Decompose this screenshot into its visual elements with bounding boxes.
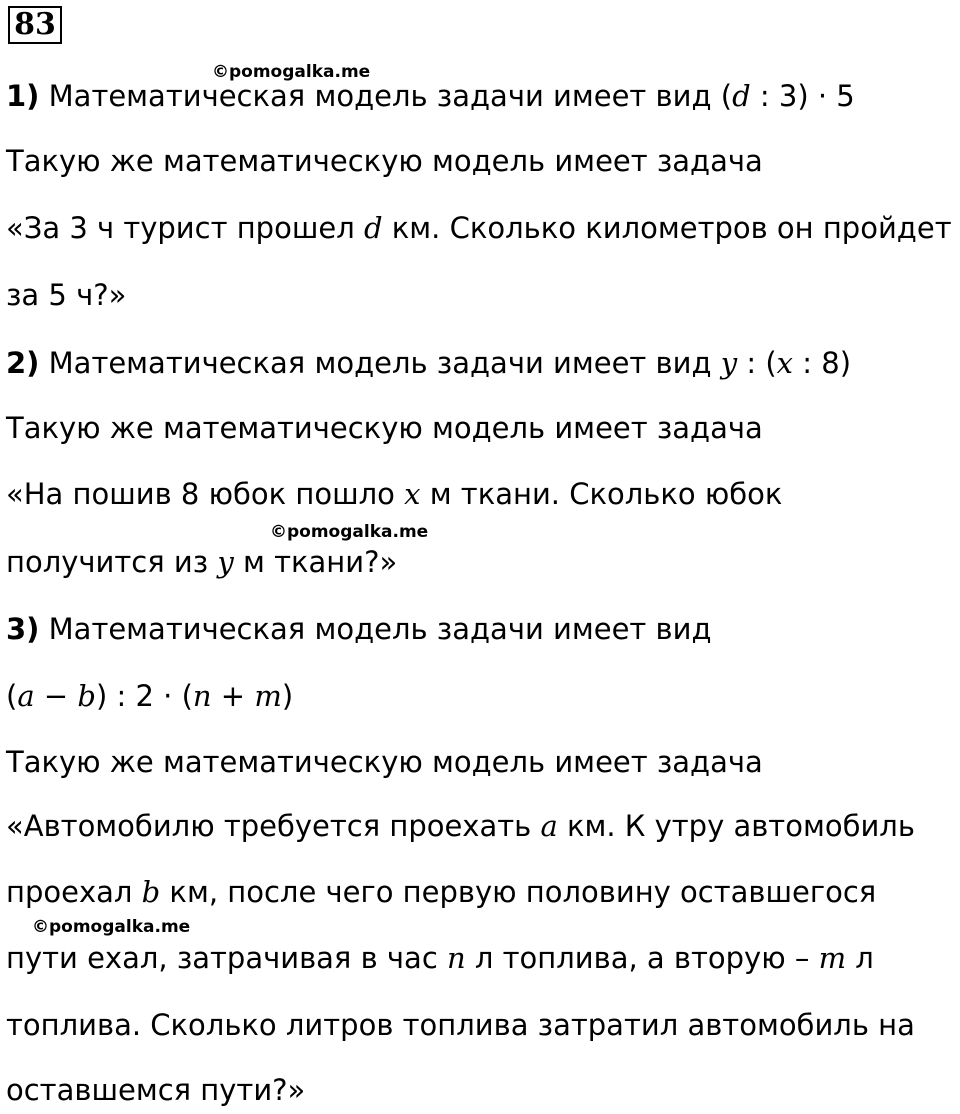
watermark: ©pomogalka.me bbox=[212, 62, 371, 82]
part-3-task-var-n: n bbox=[446, 941, 466, 975]
part-3-task-line-3: пути ехал, затрачивая в час n л топлива, а вторую – m л bbox=[6, 941, 874, 975]
part-1-expr-rest: : 3) · 5 bbox=[750, 79, 855, 113]
part-2-task-line-2: получится из y м ткани?» bbox=[6, 545, 398, 579]
part-2-var-y: y bbox=[720, 346, 738, 380]
part-2-label: 2) bbox=[6, 346, 40, 380]
part-1-task-line-1: «За 3 ч турист прошел d км. Сколько километров он пройдет bbox=[6, 211, 952, 245]
part-3-task-var-b: b bbox=[141, 875, 161, 909]
part-3-label: 3) bbox=[6, 612, 40, 646]
part-2-var-x: x bbox=[776, 346, 794, 380]
part-1-model-text: Математическая модель задачи имеет вид bbox=[48, 79, 712, 113]
part-3-task-line-2: проехал b км, после чего первую половину оставшегося bbox=[6, 875, 877, 909]
part-2-intro: Такую же математическую модель имеет задача bbox=[6, 411, 763, 445]
part-3-task-line-4: топлива. Сколько литров топлива затратил автомобиль на bbox=[6, 1008, 915, 1042]
part-3-expression: (a − b) : 2 · (n + m) bbox=[6, 679, 294, 713]
part-3-task-var-a: a bbox=[540, 809, 558, 843]
part-1-model-line: 1) Математическая модель задачи имеет вид (d : 3) · 5 bbox=[6, 79, 855, 113]
part-3-task-var-m: m bbox=[818, 941, 847, 975]
part-1-label: 1) bbox=[6, 79, 40, 113]
part-1-task-line-2: за 5 ч?» bbox=[6, 278, 127, 312]
part-2-model-text: Математическая модель задачи имеет вид bbox=[48, 346, 712, 380]
watermark: ©pomogalka.me bbox=[270, 522, 429, 542]
part-2-task-var-x: x bbox=[404, 477, 421, 511]
part-3-model-text: Математическая модель задачи имеет вид bbox=[48, 612, 712, 646]
part-2-model-line: 2) Математическая модель задачи имеет вид y : (x : 8) bbox=[6, 346, 852, 380]
part-3-task-line-1: «Автомобилю требуется проехать a км. К утру автомобиль bbox=[6, 809, 915, 843]
part-3-intro: Такую же математическую модель имеет задача bbox=[6, 745, 763, 779]
part-1-var-d: d bbox=[732, 79, 751, 113]
part-2-expr-rest: : 8) bbox=[793, 346, 852, 380]
part-1-task-var-d: d bbox=[363, 211, 383, 245]
part-3-task-line-5: оставшемся пути?» bbox=[6, 1073, 306, 1107]
watermark: ©pomogalka.me bbox=[32, 917, 191, 937]
part-2-task-var-y: y bbox=[217, 545, 234, 579]
part-3-model-line bbox=[6, 609, 712, 649]
task-number: 83 bbox=[8, 6, 62, 44]
part-2-task-line-1: «На пошив 8 юбок пошло x м ткани. Сколько юбок bbox=[6, 477, 783, 511]
part-1-intro: Такую же математическую модель имеет задача bbox=[6, 144, 763, 178]
